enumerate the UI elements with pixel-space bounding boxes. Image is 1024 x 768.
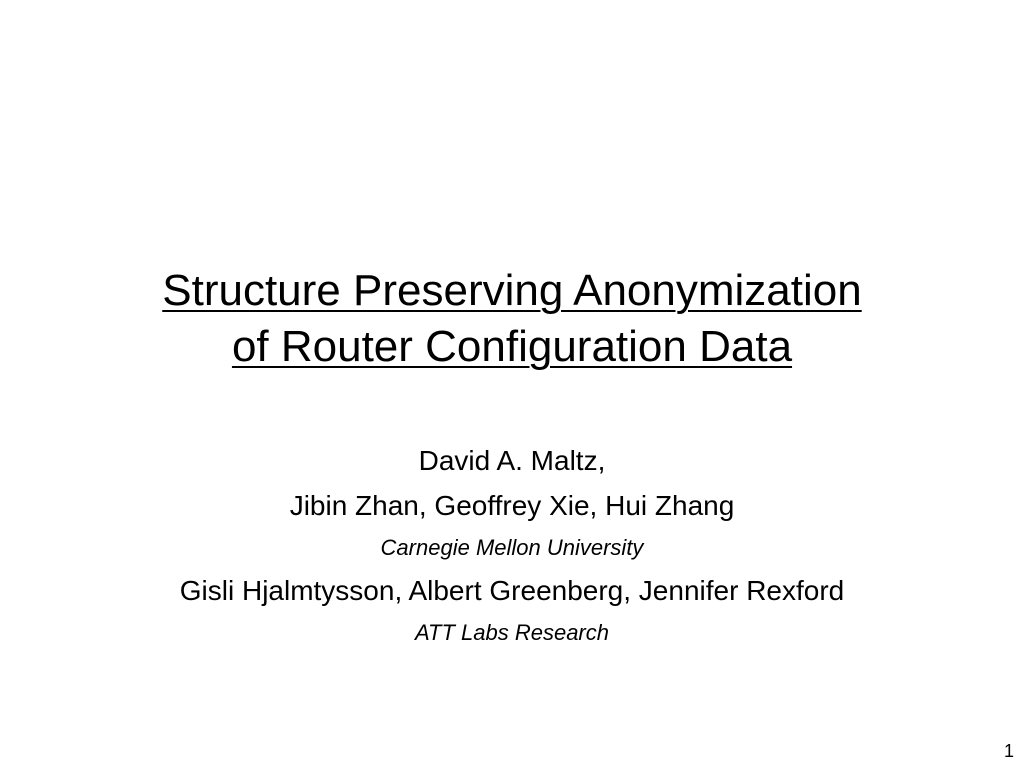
- author-line-1: David A. Maltz,: [418, 445, 606, 476]
- slide-title: [0, 263, 1024, 375]
- affiliation-cmu: Carnegie Mellon University: [380, 535, 644, 560]
- author-line-3: Gisli Hjalmtysson, Albert Greenberg, Jennifer Rexford: [179, 575, 845, 606]
- author-list: [0, 444, 1024, 659]
- affiliation-att: ATT Labs Research: [414, 620, 609, 645]
- slide-title-line-2: of Router Configuration Data: [231, 322, 793, 371]
- author-line-2: Jibin Zhan, Geoffrey Xie, Hui Zhang: [289, 490, 735, 521]
- slide-title-line-1: Structure Preserving Anonymization: [162, 266, 862, 315]
- slide-number: 1: [1003, 741, 1014, 761]
